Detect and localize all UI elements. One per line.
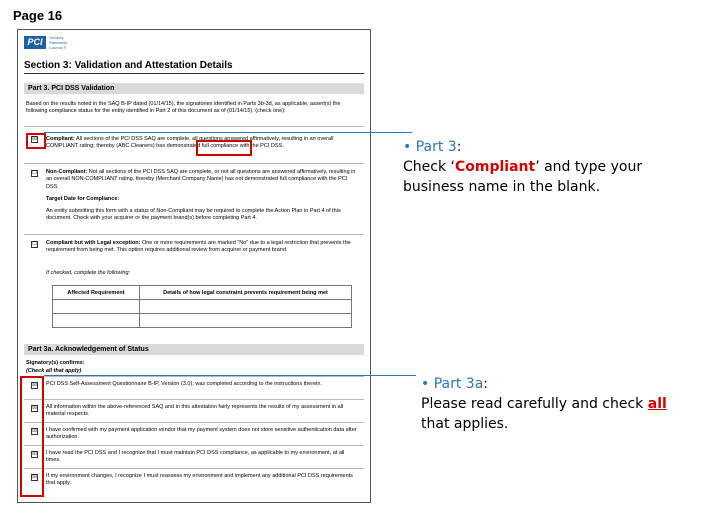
- target-date-label: Target Date for Compliance:: [46, 196, 120, 202]
- part3-intro: Based on the results noted in the SAQ B-IP dated (01/14/15), the signatories identified in Parts 3b-3d, as applicable, assert(s) the following compliance status for the entity identified in Part 2 of this document as of (01/14/15): (check one):: [26, 101, 341, 115]
- bullet-icon: •: [403, 139, 412, 155]
- divider: [24, 445, 364, 446]
- document-image: [17, 29, 371, 503]
- ack-item: I have read the PCI DSS and I recognize that I must maintain PCI DSS compliance, as applicable to my environment, at all times.: [46, 450, 345, 464]
- legal-exception-option: [46, 240, 358, 255]
- noncompliant-text: Not all sections of the PCI DSS SAQ are complete, or not all questions are answered affirmatively, resulting in an overall NON-COMPLIANT rating, thereby (Merchant Company Name) has not demonstrated full compliance with the PCI DSS.: [46, 169, 356, 190]
- part3-leader-line: [44, 132, 412, 133]
- part3a-callout-line2: that applies.: [421, 416, 509, 432]
- divider: [24, 422, 364, 423]
- part3a-callout-title: [421, 374, 716, 394]
- ack-item: All information within the above-referenced SAQ and in this attestation fairly represents the results of my assessment in all material respects.: [46, 404, 344, 418]
- divider: [24, 163, 364, 164]
- noncompliant-note: An entity submitting this form with a status of Non-Compliant may be required to complete the Action Plan in Part 4 of this document. Check with your acquirer or the payment brand(s) before completing Part 4.: [46, 208, 341, 222]
- part3a-callout-colon: :: [483, 376, 489, 392]
- divider: [24, 234, 364, 235]
- compliant-text: All sections of the PCI DSS SAQ are complete, all questions answered affirmatively, resulting in an overall COMPLIANT rating; thereby (ABC Cleaners) has demonstrated full compliance with the PCI DSS.: [46, 136, 334, 150]
- legal-exception-table: [52, 285, 352, 328]
- ack-checkbox: ☒: [32, 474, 37, 480]
- business-name-highlight: [196, 140, 252, 156]
- ack-checkbox: ☒: [32, 405, 37, 411]
- pci-logo-sub: Security Standards Council ®: [49, 35, 68, 50]
- legal-exception-text: One or more requirements are marked "No" due to a legal restriction that prevents the requirement from being met. This option requires additional review from acquirer or payment brand.: [46, 240, 351, 254]
- pci-logo-mark: PCI: [24, 36, 46, 49]
- part3-callout: [403, 137, 703, 197]
- compliant-checkbox-highlight: [26, 133, 46, 149]
- acknowledgement-checkbox-highlight: [20, 376, 44, 497]
- part3a-callout-line1: [421, 394, 716, 414]
- divider: [24, 126, 364, 127]
- part3-callout-colon: :: [456, 139, 462, 155]
- noncompliant-checkbox: ☐: [32, 170, 37, 176]
- table-cell: [140, 300, 352, 314]
- page-label: Page 16: [13, 8, 63, 23]
- part3-header: Part 3. PCI DSS Validation: [24, 83, 364, 94]
- part3-callout-title: [403, 137, 703, 157]
- ack-item: PCI DSS Self-Assessment Questionnaire B-IP, Version (3.0), was completed according to the instructions therein.: [46, 381, 322, 387]
- table-cell: [53, 314, 140, 328]
- compliant-keyword: Compliant: [454, 159, 536, 175]
- callout-text: Check ‘: [403, 159, 455, 175]
- table-header: Details of how legal constraint prevents requirement being met: [140, 286, 352, 300]
- part3a-leader-line: [44, 375, 416, 376]
- check-all-label: (Check all that apply): [26, 368, 82, 374]
- table-cell: [140, 314, 352, 328]
- callout-text: Please read carefully and check: [421, 396, 648, 412]
- divider: [24, 399, 364, 400]
- ack-item: I have confirmed with my payment application vendor that my payment system does not store sensitive authentication data after authorization.: [46, 427, 357, 441]
- table-header: Affected Requirement: [53, 286, 140, 300]
- legal-exception-lead: Compliant but with Legal exception:: [46, 240, 141, 246]
- compliant-lead: Compliant:: [46, 136, 75, 142]
- noncompliant-lead: Non-Compliant:: [46, 169, 88, 175]
- divider: [24, 468, 364, 469]
- section-title: Section 3: Validation and Attestation Details: [24, 60, 233, 71]
- callout-text: ’ and type your: [535, 159, 643, 175]
- divider: [24, 376, 364, 377]
- signatory-label: Signatory(s) confirms:: [26, 360, 85, 366]
- noncompliant-option: [46, 169, 358, 191]
- part3-callout-line2: business name in the blank.: [403, 179, 601, 195]
- ack-checkbox: ☒: [32, 428, 37, 434]
- section-rule: [24, 73, 364, 74]
- part3a-callout: [421, 374, 716, 434]
- part3-callout-line1: [403, 157, 703, 177]
- ack-checkbox: ☒: [32, 382, 37, 388]
- part3-callout-label: Part 3: [415, 139, 457, 155]
- legal-exception-checkbox: ☐: [32, 241, 37, 247]
- ack-item: If my environment changes, I recognize I must reassess my environment and implement any additional PCI DSS requirements that apply.: [46, 473, 353, 487]
- legal-note: If checked, complete the following:: [46, 270, 131, 276]
- part3a-header: Part 3a. Acknowledgement of Status: [24, 344, 364, 355]
- pci-logo: [24, 35, 79, 50]
- table-cell: [53, 300, 140, 314]
- compliant-checkbox: ☒: [32, 136, 37, 142]
- part3a-callout-label: Part 3a: [433, 376, 484, 392]
- ack-checkbox: ☒: [32, 451, 37, 457]
- bullet-icon: •: [421, 376, 430, 392]
- all-keyword: all: [647, 396, 667, 412]
